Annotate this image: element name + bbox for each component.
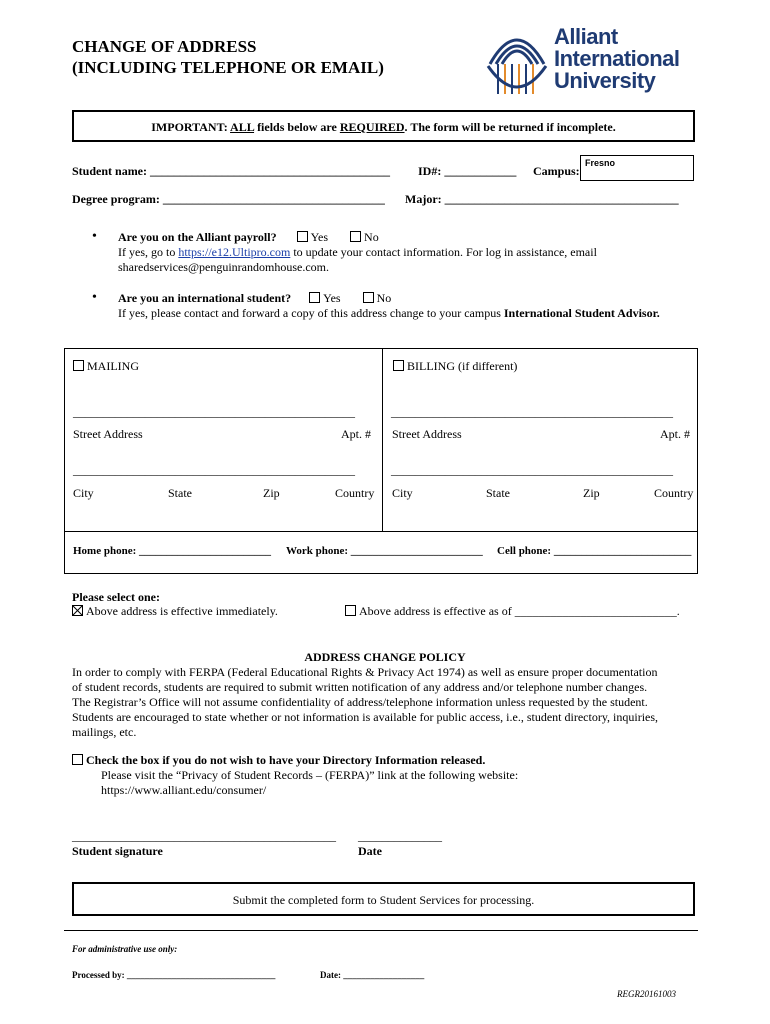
mailing-country-label: Country [335,486,375,500]
billing-option[interactable] [393,359,517,374]
mailing-option[interactable] [73,359,139,374]
mailing-apt-label: Apt. # [341,427,371,441]
international-yes-checkbox[interactable] [309,292,320,303]
form-title [72,36,384,78]
major-field[interactable]: Major: _______________________________________ [405,192,679,206]
payroll-question-row [118,230,379,245]
policy-heading: ADDRESS CHANGE POLICY [304,650,466,664]
policy-line-1: In order to comply with FERPA (Federal Educational Rights & Privacy Act 1974) as well as ensure proper documentation [72,665,658,679]
payroll-no-label: No [364,230,379,244]
payroll-question: Are you on the Alliant payroll? [118,230,277,244]
submit-notice [72,882,695,916]
processed-by-field[interactable]: Processed by: _________________________________ [72,970,276,980]
policy-line-2: of student records, students are required to submit written notification of any address and/or telephone number changes. [72,680,648,694]
important-suffix: . The form will be returned if incomplete. [404,120,616,134]
international-info-prefix: If yes, please contact and forward a copy of this address change to your campus [118,306,504,320]
billing-zip-label: Zip [583,486,600,500]
date-label: Date [358,844,382,858]
payroll-info-suffix: to update your contact information. For log in assistance, email [290,245,597,259]
bullet-icon: • [92,229,97,244]
mailing-zip-label: Zip [263,486,280,500]
logo-emblem-icon [484,24,550,100]
billing-street-line[interactable]: _______________________________________________ [391,405,673,419]
directory-option[interactable] [72,753,485,768]
degree-program-field[interactable]: Degree program: _____________________________________ [72,192,385,206]
select-one-heading: Please select one: [72,590,160,604]
submit-text: Submit the completed form to Student Services for processing. [232,893,535,907]
campus-label: Campus: [533,164,580,178]
ferpa-visit-text: Please visit the “Privacy of Student Records – (FERPA)” link at the following website: [101,768,519,782]
international-question: Are you an international student? [118,291,292,305]
billing-state-label: State [486,486,510,500]
billing-checkbox[interactable] [393,360,404,371]
billing-city-line[interactable]: _______________________________________________ [391,463,673,477]
billing-country-label: Country [654,486,694,500]
cell-phone-field[interactable]: Cell phone: _________________________ [497,545,692,557]
billing-city-label: City [392,486,413,500]
logo-text-2: International [554,46,680,71]
policy-line-4: Students are encouraged to state whether or not information is available for public access, i.e., student directory, inquiries, [72,710,659,724]
payroll-info-prefix: If yes, go to [118,245,179,259]
effective-immediately-option[interactable] [72,604,278,619]
important-prefix: IMPORTANT: [151,120,231,134]
university-logo [484,24,714,100]
billing-label: BILLING (if different) [407,359,518,373]
title-line-2: (INCLUDING TELEPHONE OR EMAIL) [72,58,384,77]
mailing-state-label: State [168,486,192,500]
address-table [64,348,698,574]
mailing-city-line[interactable]: _______________________________________________ [73,463,355,477]
title-line-1: CHANGE OF ADDRESS [72,37,257,56]
effective-immediately-checkbox[interactable] [72,605,83,616]
logo-text-1: Alliant [554,24,618,49]
form-code: REGR20161003 [617,989,676,999]
mailing-label: MAILING [87,359,139,373]
effective-as-of-option[interactable] [345,604,680,619]
home-phone-field[interactable]: Home phone: ________________________ [73,545,271,557]
campus-field[interactable]: Fresno [580,155,694,181]
important-all: ALL [230,120,255,134]
payroll-yes-label: Yes [310,230,329,244]
directory-checkbox[interactable] [72,754,83,765]
admin-date-field[interactable]: Date: __________________ [320,970,425,980]
payroll-email: sharedservices@penguinrandomhouse.com. [118,260,329,274]
policy-text [72,665,658,740]
student-id-field[interactable]: ID#: ____________ [418,164,517,178]
effective-immediately-label: Above address is effective immediately. [86,604,278,618]
effective-as-of-label: Above address is effective as of ___________________________. [359,604,680,618]
payroll-info [118,245,597,260]
divider [64,930,698,931]
international-no-checkbox[interactable] [363,292,374,303]
signature-line[interactable]: ____________________________________________ [72,829,336,843]
international-yes-label: Yes [323,291,341,305]
ferpa-url[interactable]: https://www.alliant.edu/consumer/ [101,783,267,797]
ultipro-link[interactable]: https://e12.Ultipro.com [178,245,291,259]
international-question-row [118,291,391,306]
payroll-no-checkbox[interactable] [350,231,361,242]
mailing-street-line[interactable]: _______________________________________________ [73,405,355,419]
mailing-city-label: City [73,486,94,500]
logo-text-3: University [554,68,656,93]
mailing-checkbox[interactable] [73,360,84,371]
international-advisor: International Student Advisor. [503,306,660,320]
date-line[interactable]: ______________ [358,829,442,843]
important-required: REQUIRED [339,120,405,134]
work-phone-field[interactable]: Work phone: ________________________ [286,545,483,557]
bullet-icon: • [92,290,97,305]
billing-street-label: Street Address [392,427,462,441]
policy-line-3: The Registrar’s Office will not assume confidentiality of address/telephone information unless requested by the student. [72,695,648,709]
effective-as-of-checkbox[interactable] [345,605,356,616]
payroll-yes-checkbox[interactable] [297,231,308,242]
signature-label: Student signature [72,844,163,858]
international-info [118,306,660,321]
admin-heading: For administrative use only: [72,944,178,954]
student-name-field[interactable]: Student name: ________________________________________ [72,164,391,178]
important-notice [72,110,695,142]
policy-line-5: mailings, etc. [72,725,137,739]
important-mid: fields below are [254,120,340,134]
billing-apt-label: Apt. # [660,427,690,441]
international-no-label: No [376,291,392,305]
mailing-street-label: Street Address [73,427,143,441]
directory-label: Check the box if you do not wish to have your Directory Information released. [86,753,486,767]
